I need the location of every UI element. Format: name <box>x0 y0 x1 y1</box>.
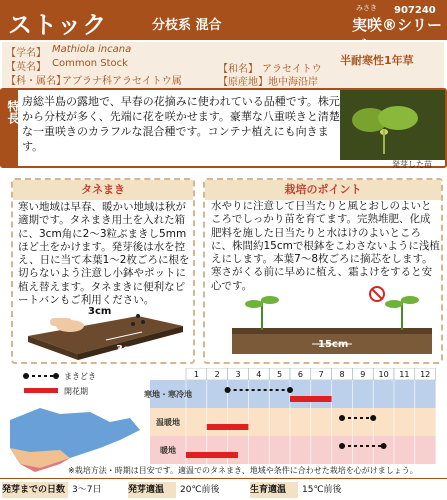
origin-name: 地中海沿岸 <box>268 77 318 88</box>
sowing-text: 寒い地域は早春、暖かい地域は秋が適期です。タネまき用土を入れた箱に、3cm角に2〜3粒ぶまきし5mmほど土をかけます。発芽後は水を控え、日に当て本葉1〜2枚ごろに根を切らないよう注意し小鉢やポットに植え替えます。タネまきに便利なピートバンもご利用ください。 <box>18 201 190 307</box>
japanese-name-label: 【和名】 <box>218 64 258 75</box>
scientific-name: Mathiola incana <box>52 44 132 55</box>
care-text: 水やりに注意して日当たりと風とおしのよいところでしっかり苗を育てます。完熟堆肥、化成肥料を施した日当たりと水はけのよいところに、株間約15cmで根鉢をこわさないように浅植えにします。本葉7〜8枚ごろに摘芯をします。寒さがくる前に早めに植え、霜よけをすると安心です。 <box>211 200 440 292</box>
month-label: 11 <box>399 370 410 379</box>
family-name: アブラナ科アラセイトウ属 <box>62 76 182 87</box>
month-label: 12 <box>420 370 431 379</box>
product-code: 907240 <box>394 5 436 16</box>
sow-end <box>287 387 293 393</box>
germination-days-label: 発芽までの日数 <box>2 482 68 498</box>
region-row <box>150 380 436 408</box>
seedling-photo <box>340 90 445 160</box>
region-name: 寒地・寒冷地 <box>144 390 192 399</box>
footer-bar <box>0 478 447 500</box>
features-text: 房総半島の露地で、早春の花摘みに使われている品種です。株元から分枝が多く、先端に花を咲かせます。豪華な八重咲きと清楚な一重咲きのカラフルな混合種です。コンテナ植えにも向きます。 <box>22 95 340 153</box>
origin-label: 【原産地】 <box>218 77 268 88</box>
bloom-period <box>207 424 249 430</box>
english-name: Common Stock <box>52 58 128 69</box>
care-illustration <box>212 282 440 362</box>
month-label: 5 <box>277 370 283 379</box>
sow-start <box>339 443 345 449</box>
legend-bloom-label: 開花期 <box>64 387 88 396</box>
region-row <box>150 408 436 436</box>
month-label: 8 <box>339 370 345 379</box>
series-ruby: みさき <box>356 4 377 12</box>
sow-end <box>381 443 387 449</box>
english-name-label: 【英名】 <box>6 62 46 73</box>
family-label: 【科・属名】 <box>6 76 66 87</box>
legend-sow-dot <box>53 373 59 379</box>
germination-temp-label: 発芽適温 <box>128 482 176 498</box>
japan-map <box>10 408 140 472</box>
sow-start <box>225 387 231 393</box>
germination-temp: 20℃前後 <box>180 485 220 495</box>
japanese-name: アラセイトウ <box>262 64 322 75</box>
month-label: 6 <box>297 370 303 379</box>
sowing-dim-bottom: 3cm <box>116 344 140 355</box>
germination-days: 3〜7日 <box>72 485 102 495</box>
growth-temp: 15℃前後 <box>302 485 342 495</box>
calendar-legend <box>23 372 96 396</box>
sowing-dim-top: 3cm <box>88 306 112 317</box>
month-label: 10 <box>378 370 389 379</box>
legend-bloom-bar <box>24 388 58 393</box>
product-subtitle: 分枝系 混合 <box>152 18 222 33</box>
series-name: 実咲®シリー <box>352 16 443 34</box>
month-label: 9 <box>360 370 366 379</box>
hardiness-label: 半耐寒性1年草 <box>340 54 414 67</box>
region-name: 温暖地 <box>156 418 180 427</box>
spacing-label: 15cm <box>318 339 349 350</box>
bloom-period <box>186 452 238 458</box>
sowing-heading: タネまき <box>13 180 193 200</box>
legend-sow-label: まきどき <box>64 372 96 381</box>
photo-caption: 発芽した苗 <box>392 160 432 169</box>
month-label: 4 <box>256 370 262 379</box>
features-tab <box>0 90 18 166</box>
month-label: 7 <box>318 370 324 379</box>
care-heading: 栽培のポイント <box>205 180 441 200</box>
month-label: 1 <box>193 370 199 379</box>
bloom-period <box>290 396 332 402</box>
scientific-name-label: 【学名】 <box>6 48 46 59</box>
sow-start <box>339 415 345 421</box>
product-title: ストック <box>8 11 108 39</box>
legend-sow-dot <box>23 373 29 379</box>
region-row <box>150 436 436 464</box>
growth-temp-label: 生育適温 <box>250 482 298 498</box>
calendar-note: ※栽培方法・時期は目安です。適温でのタネまき、地域や条件に合わせた栽培を心がけましょう。 <box>68 466 418 475</box>
month-label: 3 <box>235 370 241 379</box>
region-name: 暖地 <box>160 446 176 455</box>
cultivation-calendar <box>0 368 447 478</box>
month-label: 2 <box>214 370 220 379</box>
sow-end <box>370 415 376 421</box>
features-tab-label: 特長 <box>6 100 20 124</box>
